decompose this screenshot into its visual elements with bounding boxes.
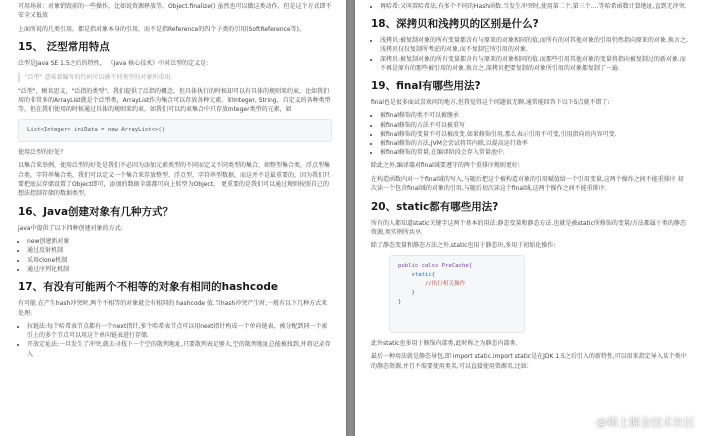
code-line: }: [398, 289, 415, 296]
code-line: //执行相关操作: [398, 280, 466, 287]
heading-19: 19、final有哪些用法?: [371, 80, 481, 93]
code-line: static{: [398, 271, 436, 278]
paragraph: 除了静态变量和静态方法之外,static也用于静态块,多用于初始化操作:: [371, 242, 556, 250]
left-page-content: [0, 0, 346, 359]
heading-18: 18、深拷贝和浅拷贝的区别是什么?: [371, 18, 539, 31]
paragraph: 泛型是Java SE 1.5之后的特性， 《Java 核心技术》中对泛型的定义是：: [18, 60, 213, 68]
code-line: }: [398, 298, 402, 305]
paragraph: 除此之外,编译器对final域要遵守的两个重排序规则更好:: [371, 162, 520, 170]
paragraph: 有可能.在产生hash冲突时,两个不相等的对象就会有相同的 hashcode 值.当hash冲突产生时,一般有以下几种方式来处理:: [18, 300, 328, 317]
code-line: public calss PreCache{: [398, 262, 473, 269]
paragraph: java中提供了以下四种创建对象的方式:: [18, 224, 123, 232]
list-item: • 被final修饰的常量,在编译阶段会存入常量池中.: [380, 148, 689, 157]
list-item: • 采用clone机制: [27, 256, 332, 265]
code-block: List<Integer> iniData = new ArrayList<>(): [18, 119, 332, 142]
list-item: • 深拷贝:被复制对象的所有变量都含有与原来的对象相同的值.而那些引用其他对象的变量将指向被复制过的新对象.而不再是原有的那些被引用的对象.换言之.深拷贝把要复制的对象所引用的对象都复制了一遍.: [380, 55, 689, 73]
paragraph: "泛型"，顾名思义，"泛指的类型"。我们提供了泛指的概念，但具体执行的时候却可以有具体的规则来约束，比如我们用的非常多的ArrayList就是个泛型类，ArrayList作为集合可以存放各种元素，如Integer, String，自定义的各种类型等，但在我们使用的时候通过具体的规则来约束，如我们可以约束集合中只存放Integer类型的元素，如: [18, 87, 331, 114]
code-block: [389, 255, 525, 333]
bullet-list: [371, 2, 689, 11]
paragraph: 所有的人都知道static关键字这两个基本的用法:静态变量和静态方法.也就是被static所修饰的变量/方法都属于类的静态资源,类实例所共享.: [371, 219, 686, 237]
heading-20: 20、static都有哪些用法?: [371, 200, 499, 213]
list-item: • 开放定址法:一旦发生了冲突,就去寻找下一个空的散列地址,只要散列表足够大,空的散列地址总能被找到,并将记录存入: [27, 340, 332, 358]
juejin-logo-icon: [578, 415, 592, 429]
watermark-text: @稀土掘金技术社区: [596, 416, 695, 429]
list-item: • new创建新对象: [27, 237, 332, 246]
bullet-list: [18, 322, 332, 359]
right-page-content: [355, 0, 703, 371]
list-item: • 被final修饰的类不可以被继承: [380, 111, 689, 120]
left-page: [0, 0, 346, 436]
list-item: • 被final修饰的方法,JVM会尝试将其内联,以提高运行效率: [380, 139, 689, 148]
list-item: • 通过序列化机制: [27, 265, 332, 274]
paragraph: 可用场景：对象销毁前的一些操作，比如说资源释放等。Object.finalize() 虽然也可以做这类动作，但是这个方式即不安全又低效: [18, 3, 332, 20]
paragraph: 使用泛型的好处？: [18, 148, 67, 156]
list-item: • 再哈希:又叫双哈希法,有多个不同的Hash函数.当发生冲突时,使用第二个,第三个….等哈希函数计算地址,直到无冲突.: [380, 2, 689, 11]
blockquote: "泛型" 意味着编写的代码可以被不同类型的对象所重用。: [18, 73, 332, 82]
bullet-list: [18, 237, 332, 274]
paragraph: 最后一种用法就是静态导包,即 import static.import static是在JDK 1.5之后引入的新特性,可以用来指定导入某个类中的静态资源,并且不需要使用类名,可以直接使用资源名,比如:: [371, 353, 687, 370]
heading-17: 17、有没有可能两个不相等的对象有相同的hashcode: [18, 281, 278, 294]
heading-15: 15、 泛型常用特点: [18, 41, 110, 54]
list-item: • 被final修饰的变量不可以被改变.如果修饰引用,那么表示引用不可变,引用指向的内容可变.: [380, 130, 689, 139]
list-item: • 被final修饰的方法不可以被重写: [380, 121, 689, 130]
paragraph: 在构造函数内对一个final域的写入,与随后把这个被构造对象的引用赋值给一个引用变量,这两个操作之间不能重排序 初次读一个包含final域的对象的引用,与随后初次读这个final域,这两个操作之间不能重排序.: [371, 175, 684, 193]
heading-16: 16、Java创建对象有几种方式？: [18, 205, 174, 218]
right-page: [355, 0, 703, 436]
paragraph: 上面所说的几类引用，都是指对象本身的引用，而不是指Reference的四个子类的引用(SoftReference等)。: [18, 25, 305, 33]
list-item: • 通过反射机制: [27, 246, 332, 255]
paragraph: 以集合来举例，使用泛型的好处是我们不必因为添加元素类型的不同而定义不同类型的集合，如整型集合类，浮点型集合类，字符串集合类，我们可以定义一个集合来存放整型、浮点型，字符串型数据，而这并不是最重要的，因为我们只要把底层存储设置了Object即可，添加的数据全部都可向上转型为Object。 更重要的是我们可以通过规则按照自己的想法控制存储的数据类型。: [18, 162, 331, 198]
paragraph: final也是很多面试喜欢问的地方,但我觉得这个问题很无聊,通常能回答下以下5点就不错了:: [371, 99, 610, 107]
paragraph: 此外static也多用于修饰内部类,此时称之为静态内部类.: [371, 339, 518, 347]
watermark: [578, 414, 695, 430]
bullet-list: [371, 36, 689, 73]
list-item: • 拉链法:每个哈希表节点都有一个next指针,多个哈希表节点可以用next指针构成一个单向链表，被分配到同一个索引上的多个节点可以用这个单向链表进行存储.: [27, 322, 332, 340]
list-item: • 浅拷贝:被复制对象的所有变量都含有与原来的对象相同的值,而所有的对其他对象的引用仍然指向原来的对象.换言之,浅拷贝仅仅复制所考虑的对象,而不复制它所引用的对象.: [380, 36, 689, 54]
bullet-list: [371, 111, 689, 157]
